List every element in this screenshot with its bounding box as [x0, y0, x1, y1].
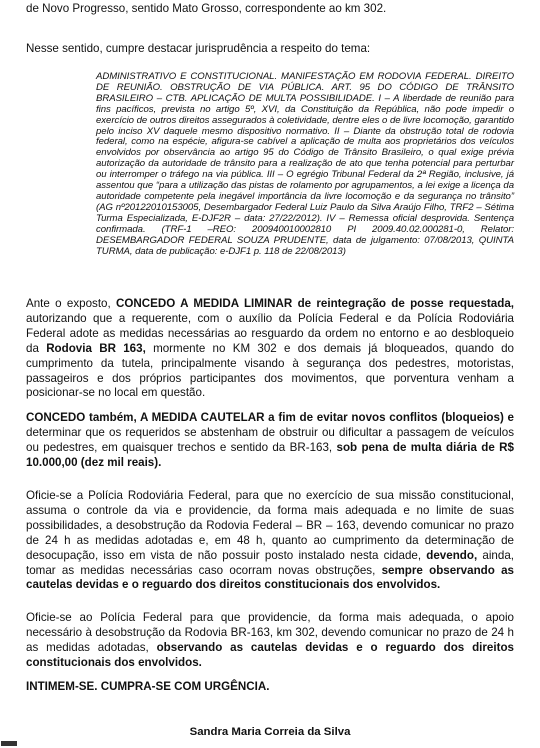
- p3-bold-b: devendo,: [426, 548, 478, 562]
- continued-line: de Novo Progresso, sentido Mato Grosso, correspondente ao km 302.: [26, 2, 387, 15]
- p2-bold-c: sob pena de multa diária de R$ 10.000,00 (dez mil reais).: [26, 440, 515, 469]
- jurisprudence-text: ADMINISTRATIVO E CONSTITUCIONAL. MANIFESTAÇÃO EM RODOVIA FEDERAL. DIREITO DE REUNIÃO. OBSTRUÇÃO DE VIA PÚBLICA. ART. 95 DO CÓDIGO DE TRÂNSITO BRASILEIRO – CTB. APLICAÇÃO DE MULTA POSSIBILIDADE. I – A liberdade de reunião para fins pacíficos, prevista no artigo 5º, XVI, da Constituição da República, não pode impedir o exercício de outros direitos assegurados à coletividade, dentre eles o de livre locomoção, garantido pelo inciso XV daquele mesmo dispositivo normativo. II – Diante da obstrução total de rodovia federal, como na espécie, afigura-se cabível a aplicação de multa aos proprietários dos veículos envolvidos por observância ao artigo 95 do Código de Trânsito Brasileiro, o qual exige prévia autorização da autoridade de trânsito para a realização de ato que tenha potencial para perturbar ou interromper o tráfego na via pública. III – O egrégio Tribunal Federal da 2ª Região, inclusive, já assentou que “para a utilização das pistas de rolamento por agrupamentos, a lei exige a licença da autoridade competente pela inegável importância da livre locomoção e da segurança no trânsito” (AG nº20122010153005, Desembargador Federal Luiz Paulo da Silva Araújo Filho, TRF2 – Sétima Turma Especializada, E-DJF2R – data: 27/22/2012). IV – Remessa oficial desprovida. Sentença confirmada. (TRF-1 –REO: 200940010002810 PI 2009.40.02.000281-0, Relator: DESEMBARGADOR FEDERAL SOUZA PRUDENTE, data de julgamento: 07/08/2013, QUINTA TURMA, data de publicação: e-DJF1 p. 118 de 22/08/2013): [96, 71, 514, 257]
- p3-text-a: Oficie-se a Polícia Rodoviária Federal, para que no exercício de sua missão constitucional, assuma o controle da via e providencie, da forma mais adequada e no limite de suas possibilidades, a desobstrução da Rodovia Federal – BR – 163, devendo comunicar no prazo de 24 h as medidas adotadas e, em 48 h, quanto ao cumprimento da determinação de desocupação, isso em vista de não possuir posto instalado nesta cidade,: [26, 489, 514, 562]
- p1-bold-d: Rodovia BR 163,: [46, 341, 146, 355]
- paragraph-pf: [26, 611, 514, 671]
- paragraph-prf: [26, 489, 514, 593]
- p1-text-a: Ante o exposto,: [26, 297, 117, 310]
- p2-bold-a: CONCEDO também, A MEDIDA CAUTELAR a fim de evitar novos conflitos (bloqueios) e: [26, 411, 514, 424]
- p4-bold-b: observando as cautelas devidas e o reguardo dos direitos constitucionais dos envolvidos.: [26, 640, 514, 669]
- p4-text-a: Oficie-se ao Polícia Federal para que providencie, da forma mais adequada, o apoio necessário à desobstrução da Rodovia BR-163, km 302, devendo comunicar no prazo de 24 h as medidas adotadas,: [26, 611, 514, 654]
- paragraph-cautelar: [26, 411, 514, 471]
- paragraph-liminar: [26, 297, 514, 401]
- intro-line: Nesse sentido, cumpre destacar jurisprudência a respeito do tema:: [26, 42, 371, 55]
- closing-text: INTIMEM-SE. CUMPRA-SE COM URGÊNCIA.: [26, 680, 270, 693]
- p3-text-c: ainda, tomar as medidas necessárias caso ocorram novas obstruções,: [26, 548, 514, 577]
- signature-name: Sandra Maria Correia da Silva: [189, 726, 351, 738]
- p1-text-c: autorizando que a requerente, com o auxílio da Polícia Federal e da Polícia Rodoviária Federal adote as medidas necessárias ao resguardo da ordem no entorno e ao desbloqueio da: [26, 311, 514, 355]
- p1-bold-b: CONCEDO A MEDIDA LIMINAR de reintegração de posse requestada,: [116, 297, 514, 310]
- p3-bold-d: sempre observando as cautelas devidas e o reguardo dos direitos constitucionais dos envolvidos.: [26, 563, 514, 592]
- page-corner-mark: [0, 738, 18, 748]
- closing-line: [26, 680, 514, 695]
- p1-text-e: mormente no KM 302 e dos demais já bloqueados, quando do cumprimento da tutela, principalmente visando à segurança dos pedestres, motoristas, passageiros e dos próprios participantes dos movimentos, que porventura venham a posicionar-se no local em questão.: [26, 341, 514, 400]
- p2-text-b: determinar que os requeridos se abstenham de obstruir ou dificultar a passagem de veículos ou pedestres, em quaisquer trechos e sentido da BR-163,: [26, 425, 514, 454]
- jurisprudence-quote: [96, 72, 514, 257]
